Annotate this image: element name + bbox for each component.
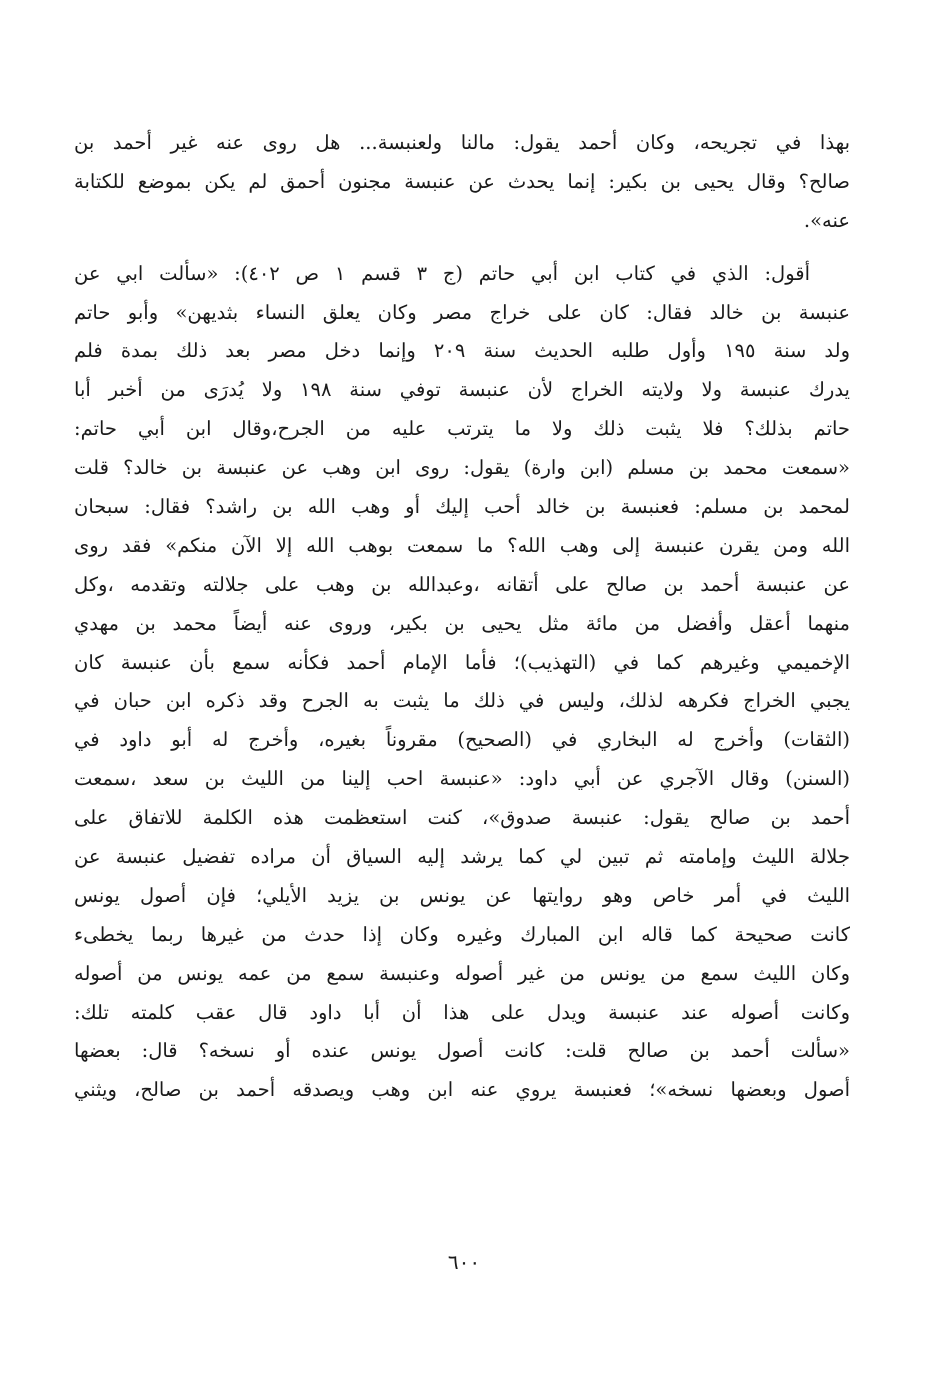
text-line: وكانت أصوله عند عنبسة ويدل على هذا أن أبا داود قال عقب كلمته تلك: [74, 1000, 850, 1024]
text-line: عن عنبسة أحمد بن صالح على أتقانه ،وعبدالله بن وهب على جلالته وتقدمه ،وكل [74, 572, 850, 596]
text-line: صالح؟ وقال يحيى بن بكير: إنما يحدث عن عنبسة مجنون أحمق لم يكن بموضع للكتابة [74, 169, 850, 193]
text-line: يجبي الخراج فكرهه لذلك، وليس في ذلك ما يثبت به الجرح وقد ذكره ابن حبان في [74, 689, 850, 713]
text-line: عنه». [803, 208, 850, 232]
text-line: عنبسة بن خالد فقال: كان على خراج مصر وكان يعلق النساء بثديهن» وأبو حاتم [74, 300, 850, 324]
text-line: حاتم بذلك؟ فلا يثبت ذلك ولا ما يترتب عليه من الجرح،وقال ابن أبي حاتم: [74, 417, 850, 441]
text-line: أحمد بن صالح يقول: عنبسة صدوق»، كنت استعظمت هذه الكلمة للاتفاق على [74, 806, 850, 830]
text-line: وكان الليث سمع من يونس من غير أصوله وعنبسة سمع من عمه يونس من أصوله [74, 961, 850, 985]
text-line: الإخميمي وغيرهم كما في (التهذيب)؛ فأما الإمام أحمد فكأنه سمع بأن عنبسة كان [74, 650, 850, 674]
text-line: «سمعت محمد بن مسلم (ابن وارة) يقول: روى ابن وهب عن عنبسة بن خالد؟ قلت [74, 456, 850, 480]
text-line: (الثقات) وأخرج له البخاري في (الصحيح) مقروناً بغيره، وأخرج له أبو داود في [74, 728, 850, 752]
text-line: «سألت أحمد بن صالح قلت: كانت أصول يونس عنده أو نسخه؟ قال: بعضها [74, 1039, 850, 1063]
text-line: الله ومن يقرن عنبسة إلى وهب الله؟ ما سمعت بوهب الله إلا الآن منكم» فقد روى [74, 533, 850, 557]
text-line: أصول وبعضها نسخه»؛ فعنبسة يروي عنه ابن وهب ويصدقه أحمد بن صالح، ويثني [74, 1078, 850, 1102]
text-line: يدرك عنبسة ولا ولايته الخراج لأن عنبسة توفي سنة ١٩٨ ولا يُدرَى من أخبر أبا [74, 378, 850, 402]
text-line: منهما أعقل وأفضل من مائة مثل يحيى بن بكير، وروى عنه أيضاً محمد بن مهدي [74, 611, 850, 635]
paragraph-first-line: أقول: الذي في كتاب ابن أبي حاتم (ج ٣ قسم ١ ص ٤٠٢): «سألت ابي عن [74, 261, 811, 285]
page-number: ٦٠٠ [447, 1250, 481, 1274]
text-line: (السنن) وقال الآجري عن أبي داود: «عنبسة احب إلينا من الليث بن سعد ،سمعت [74, 767, 850, 791]
text-line: جلالة الليث وإمامته ثم تبين لي كما يرشد إليه السياق أن مراده تفضيل عنبسة عن [74, 845, 850, 869]
text-line: بهذا في تجريحه، وكان أحمد يقول: مالنا ولعنبسة... هل روى عنه غير أحمد بن [74, 131, 850, 154]
text-line: لمحمد بن مسلم: فعنبسة بن خالد أحب إليك أو وهب الله بن راشد؟ فقال: سبحان [74, 495, 850, 519]
text-line: الليث في أمر خاص وهو روايتها عن يونس بن يزيد الأيلي؛ فإن أصول يونس [74, 883, 850, 907]
text-line: كانت صحيحة كما قاله ابن المبارك وغيره وكان إذا حدث من غيرها ربما يخطىء [74, 922, 850, 946]
body-text [74, 124, 850, 1110]
text-line: ولد سنة ١٩٥ وأول طلبه الحديث سنة ٢٠٩ وإنما دخل مصر بعد ذلك بمدة فلم [74, 339, 850, 363]
